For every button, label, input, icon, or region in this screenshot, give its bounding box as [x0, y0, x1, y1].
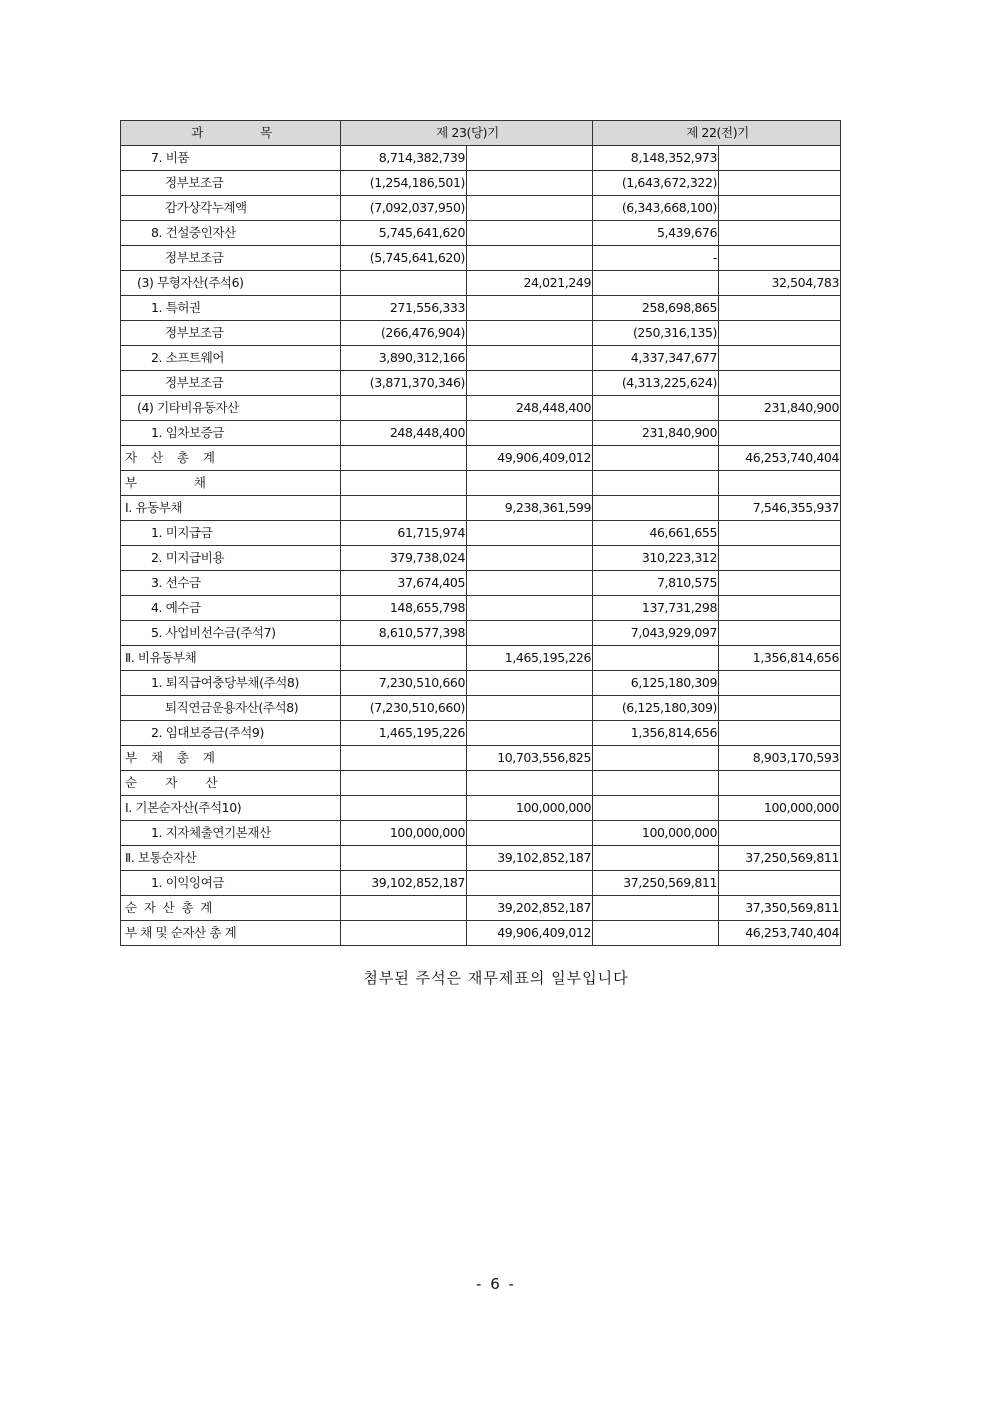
table-row: [121, 846, 841, 871]
previous-total-amount: [719, 696, 841, 721]
row-label: 3. 선수금: [121, 571, 341, 596]
table-row: [121, 796, 841, 821]
previous-total-amount: [719, 196, 841, 221]
previous-detail-amount: [593, 796, 719, 821]
current-total-amount: [467, 571, 593, 596]
current-detail-amount: (266,476,904): [341, 321, 467, 346]
current-detail-amount: 271,556,333: [341, 296, 467, 321]
current-total-amount: 39,202,852,187: [467, 896, 593, 921]
row-label: 순 자 산 총 계: [121, 896, 341, 921]
row-label: 부 채 및 순자산 총 계: [121, 921, 341, 946]
current-detail-amount: [341, 471, 467, 496]
current-detail-amount: [341, 746, 467, 771]
current-detail-amount: [341, 271, 467, 296]
previous-detail-amount: [593, 271, 719, 296]
table-row: [121, 446, 841, 471]
table-row: [121, 271, 841, 296]
current-total-amount: [467, 471, 593, 496]
previous-total-amount: [719, 371, 841, 396]
table-row: [121, 721, 841, 746]
previous-detail-amount: [593, 396, 719, 421]
previous-total-amount: [719, 171, 841, 196]
row-label: 2. 소프트웨어: [121, 346, 341, 371]
table-row: [121, 596, 841, 621]
row-label: 1. 지자체출연기본재산: [121, 821, 341, 846]
previous-detail-amount: 37,250,569,811: [593, 871, 719, 896]
previous-total-amount: 8,903,170,593: [719, 746, 841, 771]
table-row: [121, 521, 841, 546]
current-detail-amount: 37,674,405: [341, 571, 467, 596]
table-row: [121, 746, 841, 771]
previous-total-amount: 231,840,900: [719, 396, 841, 421]
table-row: [121, 471, 841, 496]
table-row: [121, 171, 841, 196]
previous-detail-amount: (6,125,180,309): [593, 696, 719, 721]
current-detail-amount: [341, 796, 467, 821]
current-total-amount: [467, 871, 593, 896]
current-detail-amount: 100,000,000: [341, 821, 467, 846]
row-label: 8. 건설중인자산: [121, 221, 341, 246]
table-row: [121, 296, 841, 321]
current-total-amount: [467, 196, 593, 221]
previous-total-amount: [719, 471, 841, 496]
page-number: - 6 -: [476, 1275, 516, 1293]
header-current-period: 제 23(당)기: [341, 121, 593, 146]
previous-detail-amount: 310,223,312: [593, 546, 719, 571]
previous-detail-amount: 1,356,814,656: [593, 721, 719, 746]
previous-detail-amount: (6,343,668,100): [593, 196, 719, 221]
current-total-amount: [467, 821, 593, 846]
header-subject: 과 목: [121, 121, 341, 146]
row-label: 1. 미지급금: [121, 521, 341, 546]
table-row: [121, 346, 841, 371]
table-row: [121, 371, 841, 396]
previous-detail-amount: [593, 471, 719, 496]
table-row: [121, 321, 841, 346]
previous-total-amount: [719, 621, 841, 646]
row-label: 정부보조금: [121, 371, 341, 396]
previous-total-amount: 37,350,569,811: [719, 896, 841, 921]
row-label: 정부보조금: [121, 321, 341, 346]
table-row: [121, 671, 841, 696]
current-detail-amount: 5,745,641,620: [341, 221, 467, 246]
current-total-amount: 100,000,000: [467, 796, 593, 821]
table-row: [121, 496, 841, 521]
current-detail-amount: [341, 646, 467, 671]
current-detail-amount: [341, 921, 467, 946]
row-label: 4. 예수금: [121, 596, 341, 621]
current-detail-amount: 8,610,577,398: [341, 621, 467, 646]
financial-statement-table: [120, 120, 841, 946]
table-header: [121, 121, 841, 146]
row-label: Ⅱ. 비유동부채: [121, 646, 341, 671]
previous-detail-amount: 8,148,352,973: [593, 146, 719, 171]
current-total-amount: [467, 596, 593, 621]
previous-total-amount: 1,356,814,656: [719, 646, 841, 671]
previous-total-amount: [719, 871, 841, 896]
header-previous-period: 제 22(전)기: [593, 121, 841, 146]
current-detail-amount: (7,230,510,660): [341, 696, 467, 721]
previous-detail-amount: 137,731,298: [593, 596, 719, 621]
previous-detail-amount: [593, 846, 719, 871]
row-label: 부 채 총 계: [121, 746, 341, 771]
current-total-amount: [467, 771, 593, 796]
table-row: [121, 221, 841, 246]
current-total-amount: [467, 221, 593, 246]
row-label: 퇴직연금운용자산(주석8): [121, 696, 341, 721]
previous-total-amount: [719, 221, 841, 246]
previous-total-amount: [719, 246, 841, 271]
current-detail-amount: 8,714,382,739: [341, 146, 467, 171]
current-detail-amount: 3,890,312,166: [341, 346, 467, 371]
previous-total-amount: [719, 721, 841, 746]
current-detail-amount: 148,655,798: [341, 596, 467, 621]
row-label: (3) 무형자산(주석6): [121, 271, 341, 296]
current-total-amount: [467, 721, 593, 746]
previous-total-amount: 46,253,740,404: [719, 446, 841, 471]
previous-detail-amount: (4,313,225,624): [593, 371, 719, 396]
previous-detail-amount: (250,316,135): [593, 321, 719, 346]
previous-detail-amount: [593, 921, 719, 946]
previous-detail-amount: [593, 771, 719, 796]
current-detail-amount: [341, 896, 467, 921]
previous-total-amount: [719, 346, 841, 371]
table-row: [121, 396, 841, 421]
current-total-amount: [467, 246, 593, 271]
current-total-amount: [467, 696, 593, 721]
previous-detail-amount: (1,643,672,322): [593, 171, 719, 196]
row-label: 1. 이익잉여금: [121, 871, 341, 896]
current-detail-amount: (1,254,186,501): [341, 171, 467, 196]
table-row: [121, 246, 841, 271]
row-label: 정부보조금: [121, 246, 341, 271]
header-row: [121, 121, 841, 146]
footnote: 첨부된 주석은 재무제표의 일부입니다: [363, 969, 629, 987]
previous-total-amount: [719, 421, 841, 446]
row-label: 7. 비품: [121, 146, 341, 171]
row-label: 감가상각누계액: [121, 196, 341, 221]
row-label: Ⅰ. 기본순자산(주석10): [121, 796, 341, 821]
row-label: 부 채: [121, 471, 341, 496]
current-detail-amount: 379,738,024: [341, 546, 467, 571]
current-total-amount: [467, 621, 593, 646]
row-label: 1. 임차보증금: [121, 421, 341, 446]
current-detail-amount: 1,465,195,226: [341, 721, 467, 746]
previous-total-amount: [719, 546, 841, 571]
table-row: [121, 196, 841, 221]
previous-total-amount: [719, 521, 841, 546]
current-detail-amount: (7,092,037,950): [341, 196, 467, 221]
previous-detail-amount: 7,810,575: [593, 571, 719, 596]
previous-total-amount: 7,546,355,937: [719, 496, 841, 521]
current-total-amount: [467, 371, 593, 396]
row-label: 순 자 산: [121, 771, 341, 796]
current-total-amount: [467, 546, 593, 571]
previous-total-amount: [719, 321, 841, 346]
previous-total-amount: [719, 571, 841, 596]
table-row: [121, 146, 841, 171]
current-detail-amount: 39,102,852,187: [341, 871, 467, 896]
row-label: Ⅰ. 유동부채: [121, 496, 341, 521]
row-label: 2. 미지급비용: [121, 546, 341, 571]
previous-detail-amount: 4,337,347,677: [593, 346, 719, 371]
current-detail-amount: [341, 846, 467, 871]
previous-detail-amount: [593, 446, 719, 471]
previous-total-amount: 46,253,740,404: [719, 921, 841, 946]
current-detail-amount: [341, 446, 467, 471]
previous-detail-amount: [593, 896, 719, 921]
row-label: 1. 퇴직급여충당부채(주석8): [121, 671, 341, 696]
current-total-amount: [467, 171, 593, 196]
table-row: [121, 921, 841, 946]
table-row: [121, 421, 841, 446]
previous-detail-amount: 5,439,676: [593, 221, 719, 246]
current-detail-amount: 248,448,400: [341, 421, 467, 446]
current-total-amount: [467, 346, 593, 371]
current-total-amount: 24,021,249: [467, 271, 593, 296]
previous-total-amount: [719, 596, 841, 621]
previous-detail-amount: 46,661,655: [593, 521, 719, 546]
previous-detail-amount: [593, 646, 719, 671]
previous-total-amount: [719, 146, 841, 171]
previous-detail-amount: -: [593, 246, 719, 271]
previous-detail-amount: 231,840,900: [593, 421, 719, 446]
current-total-amount: [467, 296, 593, 321]
current-total-amount: [467, 671, 593, 696]
previous-detail-amount: 100,000,000: [593, 821, 719, 846]
current-detail-amount: 61,715,974: [341, 521, 467, 546]
current-total-amount: 49,906,409,012: [467, 921, 593, 946]
previous-detail-amount: 258,698,865: [593, 296, 719, 321]
table-row: [121, 821, 841, 846]
table-row: [121, 571, 841, 596]
previous-total-amount: [719, 771, 841, 796]
table-row: [121, 871, 841, 896]
current-detail-amount: (3,871,370,346): [341, 371, 467, 396]
table-row: [121, 896, 841, 921]
current-total-amount: 9,238,361,599: [467, 496, 593, 521]
previous-total-amount: 100,000,000: [719, 796, 841, 821]
row-label: 2. 임대보증금(주석9): [121, 721, 341, 746]
row-label: 1. 특허권: [121, 296, 341, 321]
table-row: [121, 696, 841, 721]
current-total-amount: [467, 146, 593, 171]
table-row: [121, 621, 841, 646]
row-label: 자 산 총 계: [121, 446, 341, 471]
current-total-amount: 248,448,400: [467, 396, 593, 421]
table-body: [121, 146, 841, 946]
row-label: 5. 사업비선수금(주석7): [121, 621, 341, 646]
current-total-amount: 49,906,409,012: [467, 446, 593, 471]
current-detail-amount: (5,745,641,620): [341, 246, 467, 271]
table-row: [121, 646, 841, 671]
current-detail-amount: 7,230,510,660: [341, 671, 467, 696]
previous-detail-amount: [593, 496, 719, 521]
previous-detail-amount: [593, 746, 719, 771]
previous-detail-amount: 7,043,929,097: [593, 621, 719, 646]
current-total-amount: [467, 421, 593, 446]
current-detail-amount: [341, 496, 467, 521]
row-label: 정부보조금: [121, 171, 341, 196]
previous-detail-amount: 6,125,180,309: [593, 671, 719, 696]
table-row: [121, 546, 841, 571]
current-total-amount: [467, 521, 593, 546]
previous-total-amount: [719, 671, 841, 696]
current-total-amount: 39,102,852,187: [467, 846, 593, 871]
previous-total-amount: [719, 296, 841, 321]
current-detail-amount: [341, 771, 467, 796]
current-total-amount: [467, 321, 593, 346]
previous-total-amount: [719, 821, 841, 846]
table-row: [121, 771, 841, 796]
row-label: Ⅱ. 보통순자산: [121, 846, 341, 871]
current-total-amount: 10,703,556,825: [467, 746, 593, 771]
current-detail-amount: [341, 396, 467, 421]
previous-total-amount: 37,250,569,811: [719, 846, 841, 871]
row-label: (4) 기타비유동자산: [121, 396, 341, 421]
current-total-amount: 1,465,195,226: [467, 646, 593, 671]
previous-total-amount: 32,504,783: [719, 271, 841, 296]
